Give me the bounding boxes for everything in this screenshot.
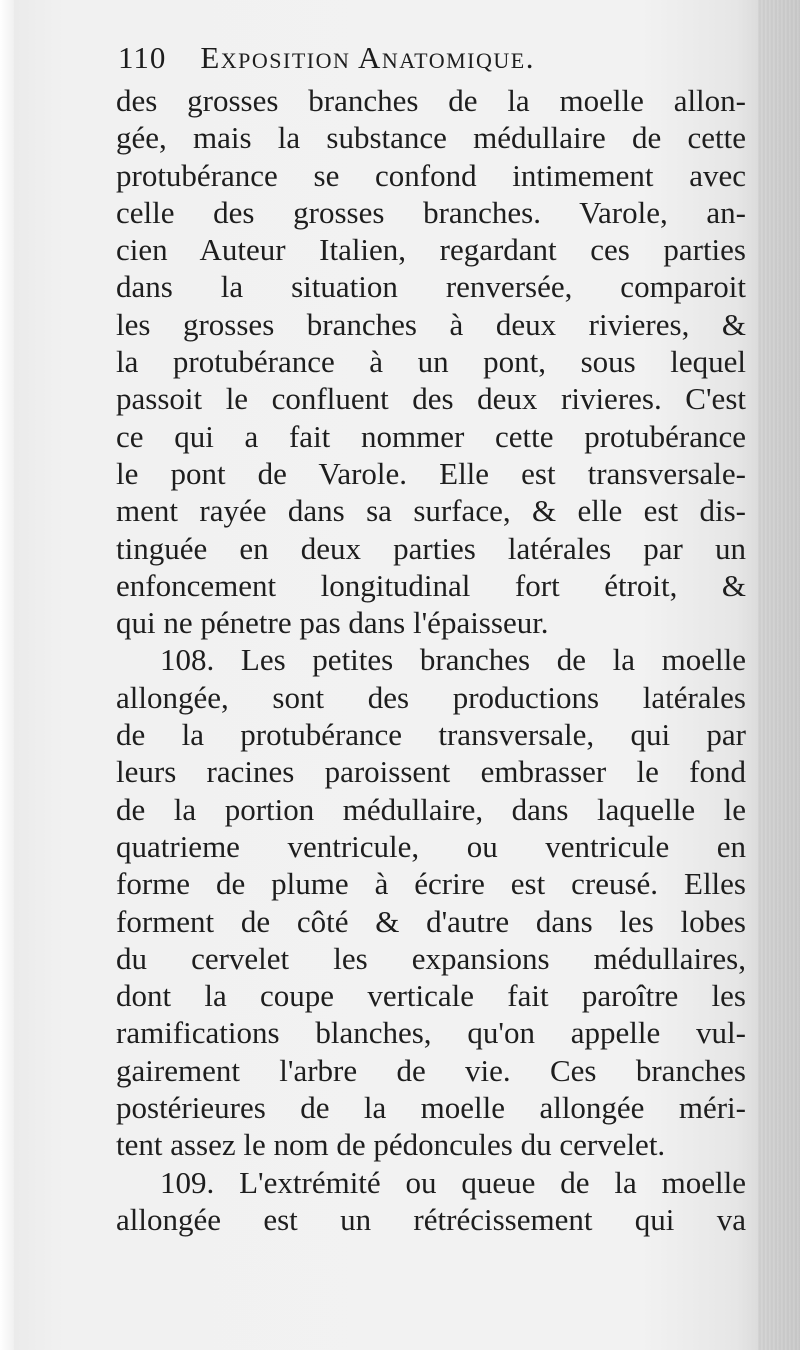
page-edge [758, 0, 800, 1350]
text-line: quatrieme ventricule, ou ventricule en [116, 828, 746, 864]
text-line: la protubérance à un pont, sous lequel [116, 344, 746, 380]
text-line: allongée, sont des productions latérales [116, 679, 746, 715]
text-line: dans la situation renversée, comparoit [116, 269, 746, 305]
text-line: qui ne pénetre pas dans l'épaisseur. [116, 605, 549, 641]
text-line: celle des grosses branches. Varole, an- [116, 194, 746, 230]
page-number: 110 [118, 40, 167, 75]
text-line: gée, mais la substance médullaire de cette [116, 120, 746, 156]
text-line: passoit le confluent des deux rivieres. C'est [116, 381, 746, 417]
text-line: des grosses branches de la moelle allon- [116, 83, 746, 118]
text-line: de la portion médullaire, dans laquelle le [116, 791, 746, 827]
paragraph-109-start: 109. L'extrémité ou queue de la moelle [160, 1164, 746, 1200]
running-title: Exposition Anatomique. [200, 40, 535, 75]
text-line: cien Auteur Italien, regardant ces parties [116, 232, 746, 268]
text-line: tent assez le nom de pédoncules du cervelet. [116, 1127, 666, 1163]
paragraph-108-start: 108. Les petites branches de la moelle [160, 642, 746, 678]
text-line: ramifications blanches, qu'on appelle vul- [116, 1015, 746, 1051]
text-line: du cervelet les expansions médullaires, [116, 940, 746, 976]
text-line: leurs racines paroissent embrasser le fond [116, 754, 746, 790]
text-line: forme de plume à écrire est creusé. Elles [116, 866, 746, 902]
text-line: forment de côté & d'autre dans les lobes [116, 903, 746, 939]
text-line: allongée est un rétrécissement qui va [116, 1201, 746, 1237]
page-gutter [0, 0, 14, 1350]
text-line: de la protubérance transversale, qui par [116, 717, 746, 753]
text-line: le pont de Varole. Elle est transversale- [116, 455, 746, 491]
text-line: tinguée en deux parties latérales par un [116, 530, 746, 566]
text-line: gairement l'arbre de vie. Ces branches [116, 1052, 746, 1088]
text-line: postérieures de la moelle allongée méri- [116, 1090, 746, 1126]
text-line: ment rayée dans sa surface, & elle est dis- [116, 493, 746, 529]
page-header [118, 40, 678, 88]
text-line: les grosses branches à deux rivieres, & [116, 306, 746, 342]
text-line: enfoncement longitudinal fort étroit, & [116, 567, 746, 603]
text-line: protubérance se confond intimement avec [116, 157, 746, 193]
text-line: ce qui a fait nommer cette protubérance [116, 418, 746, 454]
body-text [116, 82, 746, 1238]
text-line: dont la coupe verticale fait paroître les [116, 978, 746, 1014]
